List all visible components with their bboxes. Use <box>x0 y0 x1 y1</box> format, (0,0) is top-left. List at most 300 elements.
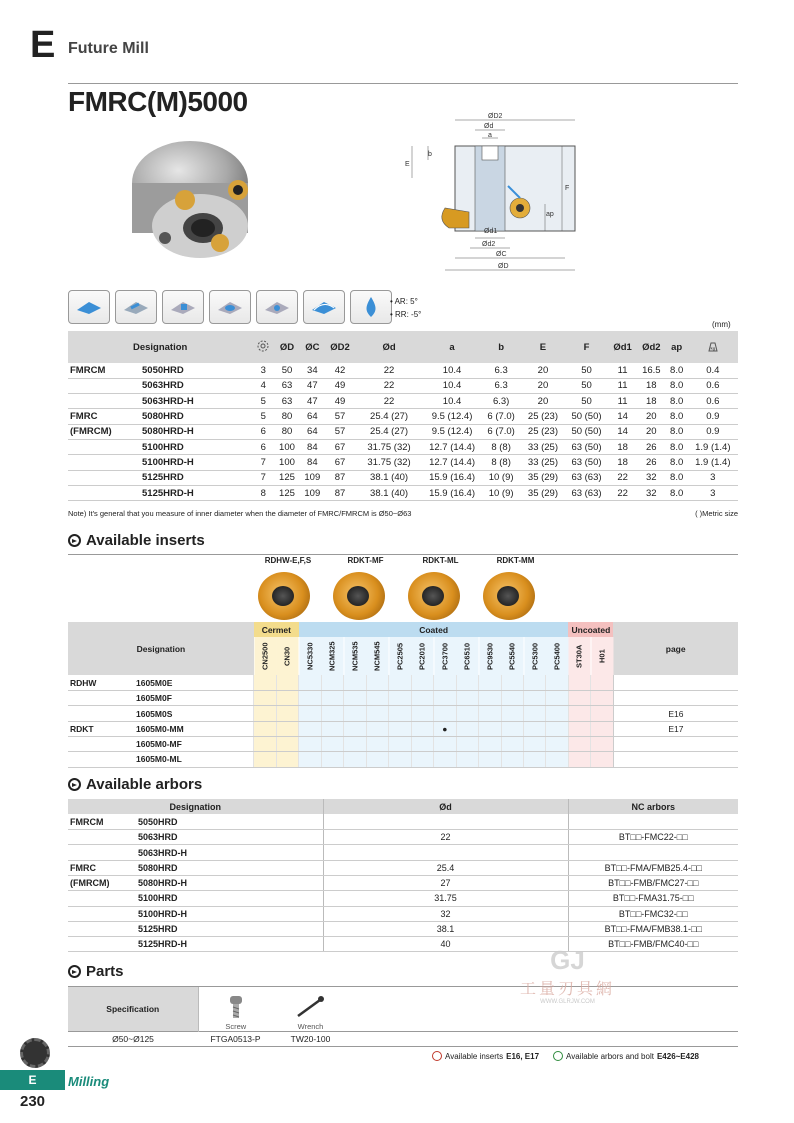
grade-cell <box>568 752 590 767</box>
grade-cell <box>524 752 546 767</box>
grade-cell <box>299 736 321 751</box>
radial-rake-angle: • RR: -5° <box>390 310 422 319</box>
grade-cell <box>254 721 276 736</box>
insert-type-mm: RDKT-MM <box>496 556 535 565</box>
page-cell: E17 <box>613 721 738 736</box>
grade-header: NC5330 <box>299 637 321 675</box>
parts-title: Parts <box>86 963 124 980</box>
grade-cell <box>524 675 546 690</box>
page-number: 230 <box>20 1093 46 1110</box>
table-cell: 6.3 <box>481 363 521 378</box>
grade-cell <box>456 706 478 721</box>
table-row <box>68 752 738 767</box>
contour-milling-icon <box>303 290 345 324</box>
grade-header: CN30 <box>276 637 298 675</box>
inserts-heading <box>68 532 205 549</box>
table-cell: 84 <box>300 455 325 470</box>
table-cell: 0.6 <box>688 394 738 409</box>
table-cell: 38.1 (40) <box>355 470 423 485</box>
grade-cell <box>321 736 343 751</box>
grade-cell <box>501 721 523 736</box>
coolant-icon <box>350 290 392 324</box>
grade-cell <box>501 736 523 751</box>
table-cell: 8.0 <box>666 439 688 454</box>
table-cell: 26 <box>637 439 666 454</box>
grade-cell <box>344 721 366 736</box>
col-C: ØC <box>305 341 320 353</box>
table-cell: 5125HRD-H <box>136 937 323 952</box>
table-cell: BT□□-FMB/FMC40-□□ <box>568 937 738 952</box>
grade-cell <box>591 675 613 690</box>
table-cell: 9.5 (12.4) <box>423 424 481 439</box>
unit-label: (mm) <box>712 320 731 329</box>
axial-rake-angle: • AR: 5° <box>390 297 418 306</box>
section-name: Future Mill <box>68 40 149 57</box>
page-cell <box>613 691 738 706</box>
table-cell <box>568 814 738 829</box>
grade-header: H01 <box>591 637 613 675</box>
table-row <box>68 736 738 751</box>
parts-screw-value: FTGA0513-P <box>210 1033 261 1044</box>
table-cell: 15.9 (16.4) <box>423 485 481 500</box>
grade-cell <box>389 721 411 736</box>
table-cell: 0.9 <box>688 409 738 424</box>
table-cell: 50 (50) <box>565 409 609 424</box>
grade-cell <box>344 752 366 767</box>
grade-cell <box>389 706 411 721</box>
shoulder-milling-icon <box>162 290 204 324</box>
table-cell: BT□□-FMC32-□□ <box>568 906 738 921</box>
table-cell: 8.0 <box>666 378 688 393</box>
label-d: Ød <box>484 123 494 130</box>
table-cell: 6 <box>252 424 274 439</box>
insert-code: 1605M0F <box>136 693 172 704</box>
grade-cell <box>276 675 298 690</box>
table-cell: 50 <box>274 363 299 378</box>
grade-cell <box>254 736 276 751</box>
table-cell: 5125HRD <box>136 921 323 936</box>
footer-category: Milling <box>68 1074 110 1089</box>
insert-code: 1605M0-MM <box>136 723 184 734</box>
grade-cell <box>568 721 590 736</box>
table-cell: 100 <box>274 439 299 454</box>
col-D2: ØD2 <box>330 341 350 353</box>
grade-cell <box>276 691 298 706</box>
table-cell: 8.0 <box>666 363 688 378</box>
table-cell: 3 <box>252 363 274 378</box>
table-row <box>68 394 738 409</box>
table-row <box>68 891 738 906</box>
col-E: E <box>539 341 547 353</box>
arbors-table <box>68 799 738 952</box>
table-cell: 25.4 (27) <box>355 424 423 439</box>
grade-header: NCM545 <box>366 637 388 675</box>
link-inserts[interactable]: Available inserts E16, E17 <box>432 1051 539 1061</box>
grade-cell <box>568 706 590 721</box>
grade-cell <box>524 736 546 751</box>
insert-code: 1605M0S <box>136 708 173 719</box>
grade-cell <box>366 706 388 721</box>
table-cell <box>68 906 136 921</box>
table-row <box>68 470 738 485</box>
table-cell: 1.9 (1.4) <box>688 439 738 454</box>
table-cell: 5080HRD-H <box>136 875 323 890</box>
grade-cell <box>389 691 411 706</box>
table-cell: 8.0 <box>666 394 688 409</box>
table-cell: 15.9 (16.4) <box>423 470 481 485</box>
table-cell: FMRC <box>68 860 136 875</box>
parts-wrench-value: TW20-100 <box>290 1033 331 1044</box>
inserts-table <box>68 622 738 768</box>
col-F: F <box>583 341 590 353</box>
grade-cell <box>276 706 298 721</box>
insert-designation <box>68 691 254 706</box>
group-uncoated: Uncoated <box>568 622 613 637</box>
grade-header: PC9530 <box>479 637 501 675</box>
table-cell: 64 <box>300 424 325 439</box>
table-cell <box>68 937 136 952</box>
table-cell: (FMRCM) <box>68 875 136 890</box>
table-cell: 11 <box>608 394 637 409</box>
table-cell: 67 <box>325 455 355 470</box>
table-cell <box>68 830 136 845</box>
grade-cell <box>254 752 276 767</box>
table-cell: 3 <box>688 470 738 485</box>
table-cell: 35 (29) <box>521 470 565 485</box>
insert-designation <box>68 736 254 751</box>
grade-cell <box>366 675 388 690</box>
grade-cell <box>321 706 343 721</box>
grade-cell <box>366 752 388 767</box>
table-row <box>68 721 738 736</box>
label-D2: ØD2 <box>488 113 503 120</box>
label-a: a <box>488 132 492 139</box>
arrow-circle-icon <box>68 965 81 978</box>
product-photo <box>125 128 260 263</box>
grade-cell <box>501 706 523 721</box>
table-cell: BT□□-FMA31.75-□□ <box>568 891 738 906</box>
arbors-title: Available arbors <box>86 776 203 793</box>
table-cell: 5050HRD <box>136 814 323 829</box>
grade-cell <box>546 752 568 767</box>
watermark-cn: 工量刃具網 <box>520 981 616 998</box>
insert-image-mf <box>333 572 385 620</box>
table-cell: 12.7 (14.4) <box>423 439 481 454</box>
table-cell: 32 <box>323 906 568 921</box>
metric-note: ( )Metric size <box>695 509 738 519</box>
table-cell: 14 <box>608 424 637 439</box>
table-cell: 125 <box>274 470 299 485</box>
table-cell: 11 <box>608 378 637 393</box>
grade-cell <box>546 721 568 736</box>
grade-cell <box>546 706 568 721</box>
table-cell: 40 <box>323 937 568 952</box>
table-cell: 5100HRD <box>136 891 323 906</box>
parts-heading <box>68 963 124 980</box>
grade-cell <box>321 675 343 690</box>
table-cell: 109 <box>300 485 325 500</box>
grade-cell <box>411 752 433 767</box>
grade-cell <box>389 736 411 751</box>
grade-cell <box>479 691 501 706</box>
table-cell <box>68 378 140 393</box>
grade-header: NCM325 <box>321 637 343 675</box>
section-letter: E <box>30 24 56 66</box>
page-cell: E16 <box>613 706 738 721</box>
table-cell: 20 <box>637 409 666 424</box>
group-coated: Coated <box>299 622 569 637</box>
grade-cell <box>389 675 411 690</box>
table-cell <box>323 814 568 829</box>
table-cell: 8.0 <box>666 409 688 424</box>
table-cell: 22 <box>608 485 637 500</box>
table-cell: 5050HRD <box>140 363 252 378</box>
table-cell <box>68 455 140 470</box>
table-cell <box>68 439 140 454</box>
label-ap: ap <box>546 211 554 218</box>
table-cell: 64 <box>300 409 325 424</box>
link-arbors[interactable]: Available arbors and bolt E426~E428 <box>553 1051 699 1061</box>
table-cell: 25 (23) <box>521 409 565 424</box>
grade-cell <box>344 691 366 706</box>
label-b: b <box>428 151 432 158</box>
page-cell <box>613 752 738 767</box>
technical-drawing <box>400 108 590 278</box>
grade-cell <box>344 675 366 690</box>
table-cell: 87 <box>325 470 355 485</box>
table-cell: 5063HRD <box>136 830 323 845</box>
table-cell: 25.4 (27) <box>355 409 423 424</box>
table-cell: 5080HRD-H <box>140 424 252 439</box>
parts-spec-value: Ø50~Ø125 <box>112 1033 154 1044</box>
table-cell: 5080HRD <box>136 860 323 875</box>
grade-cell <box>366 736 388 751</box>
insert-type: RDHW <box>70 677 97 688</box>
table-cell: 5 <box>252 394 274 409</box>
grade-cell <box>254 675 276 690</box>
grade-header: PC3700 <box>434 637 456 675</box>
grade-cell <box>524 706 546 721</box>
arrow-circle-icon <box>553 1051 563 1061</box>
col-d1: Ød1 <box>613 341 632 353</box>
col-d: Ød <box>382 341 396 353</box>
table-cell: 63 <box>274 394 299 409</box>
table-cell <box>68 921 136 936</box>
watermark-logo: GJ <box>550 945 585 975</box>
table-cell: 18 <box>637 378 666 393</box>
table-cell: 10 (9) <box>481 470 521 485</box>
grade-cell <box>591 736 613 751</box>
table-cell: 80 <box>274 409 299 424</box>
inserts-col-designation: Designation <box>68 622 254 675</box>
grade-cell <box>321 721 343 736</box>
table-cell: 0.4 <box>688 363 738 378</box>
table-cell: 22 <box>355 363 423 378</box>
insert-code: 1605M0-MF <box>136 739 182 750</box>
grade-cell <box>456 675 478 690</box>
table-cell: 5 <box>252 409 274 424</box>
table-cell: 63 (50) <box>565 455 609 470</box>
table-cell: 4 <box>252 378 274 393</box>
grade-header: PC2010 <box>411 637 433 675</box>
table-cell: BT□□-FMA/FMB38.1-□□ <box>568 921 738 936</box>
insert-designation <box>68 752 254 767</box>
pocketing-icon <box>209 290 251 324</box>
ramping-icon <box>256 290 298 324</box>
table-cell <box>68 891 136 906</box>
table-cell: 6 (7.0) <box>481 424 521 439</box>
table-cell: 20 <box>521 363 565 378</box>
page-cell <box>613 736 738 751</box>
screw-label: Screw <box>225 1021 247 1031</box>
table-cell: 49 <box>325 394 355 409</box>
table-cell: 6 (7.0) <box>481 409 521 424</box>
table-cell: 18 <box>637 394 666 409</box>
table-cell: 50 (50) <box>565 424 609 439</box>
table-cell: FMRCM <box>68 363 140 378</box>
table-cell: 5080HRD <box>140 409 252 424</box>
table-cell: 80 <box>274 424 299 439</box>
insert-type: RDKT <box>70 723 94 734</box>
grade-cell <box>299 706 321 721</box>
grade-cell <box>568 736 590 751</box>
inserts-title: Available inserts <box>86 532 205 549</box>
milling-cutter-icon <box>20 1038 50 1068</box>
grade-cell <box>321 691 343 706</box>
grade-cell <box>276 736 298 751</box>
table-cell: 31.75 <box>323 891 568 906</box>
grade-cell <box>254 691 276 706</box>
table-cell: 32 <box>637 470 666 485</box>
table-row <box>68 875 738 890</box>
table-cell: FMRCM <box>68 814 136 829</box>
table-row <box>68 706 738 721</box>
table-cell: 47 <box>300 378 325 393</box>
grade-cell <box>254 706 276 721</box>
table-cell: 16.5 <box>637 363 666 378</box>
table-cell: 35 (29) <box>521 485 565 500</box>
table-cell: 3 <box>688 485 738 500</box>
table-cell: 33 (25) <box>521 439 565 454</box>
table-cell: 26 <box>637 455 666 470</box>
insert-designation <box>68 675 254 690</box>
table-cell: 6.3 <box>481 378 521 393</box>
grade-cell <box>366 691 388 706</box>
label-E: E <box>405 161 410 168</box>
grade-cell <box>591 752 613 767</box>
grade-cell <box>479 736 501 751</box>
grade-cell <box>299 721 321 736</box>
insert-image-rdhw <box>258 572 310 620</box>
table-row <box>68 814 738 829</box>
insert-image-ml <box>408 572 460 620</box>
table-cell: 47 <box>300 394 325 409</box>
table-cell <box>68 394 140 409</box>
table-cell: 100 <box>274 455 299 470</box>
table-row <box>68 860 738 875</box>
table-cell: 8.0 <box>666 485 688 500</box>
table-cell: BT□□-FMC22-□□ <box>568 830 738 845</box>
table-cell: 8.0 <box>666 424 688 439</box>
table-cell: 63 (50) <box>565 439 609 454</box>
application-icons <box>68 290 392 324</box>
table-cell: 8.0 <box>666 455 688 470</box>
table-cell: 0.6 <box>688 378 738 393</box>
table-cell: 50 <box>565 363 609 378</box>
table-cell: 11 <box>608 363 637 378</box>
table-cell: 38.1 <box>323 921 568 936</box>
col-designation: Designation <box>132 341 188 353</box>
table-cell: 22 <box>355 394 423 409</box>
wrench-label: Wrench <box>297 1021 324 1031</box>
grade-header: PC5300 <box>524 637 546 675</box>
table-cell: 22 <box>323 830 568 845</box>
table-cell: 7 <box>252 455 274 470</box>
table-cell <box>68 845 136 860</box>
grade-cell <box>524 691 546 706</box>
insert-type-ml: RDKT-ML <box>422 556 459 565</box>
page-cell <box>613 675 738 690</box>
grade-cell <box>501 752 523 767</box>
table-cell: 5100HRD-H <box>136 906 323 921</box>
table-cell: 8 (8) <box>481 439 521 454</box>
table-cell: 63 <box>274 378 299 393</box>
table-cell: BT□□-FMA/FMB25.4-□□ <box>568 860 738 875</box>
screw-icon <box>224 994 248 1020</box>
arrow-circle-icon <box>68 778 81 791</box>
grade-cell <box>434 752 456 767</box>
table-cell: 25 (23) <box>521 424 565 439</box>
table-cell: 87 <box>325 485 355 500</box>
label-d1: Ød1 <box>484 228 498 235</box>
table-row <box>68 363 738 378</box>
grade-header: NCM535 <box>344 637 366 675</box>
table-row <box>68 906 738 921</box>
grade-cell <box>411 675 433 690</box>
table-cell: 67 <box>325 439 355 454</box>
table-cell: 8 <box>252 485 274 500</box>
grade-cell <box>276 752 298 767</box>
table-cell <box>323 845 568 860</box>
table-row <box>68 830 738 845</box>
arrow-circle-icon <box>432 1051 442 1061</box>
label-C: ØC <box>496 251 507 258</box>
grade-cell <box>299 752 321 767</box>
grade-cell <box>591 721 613 736</box>
grade-cell <box>456 691 478 706</box>
table-cell: 63 (63) <box>565 470 609 485</box>
table-cell: 5125HRD <box>140 470 252 485</box>
table-cell: 5063HRD-H <box>140 394 252 409</box>
table-cell: (FMRCM) <box>68 424 140 439</box>
table-cell: 33 (25) <box>521 455 565 470</box>
table-cell: 10.4 <box>423 378 481 393</box>
face-milling-icon <box>68 290 110 324</box>
page-title: FMRC(M)5000 <box>68 86 248 117</box>
col-weight-icon <box>688 331 738 363</box>
table-cell: 125 <box>274 485 299 500</box>
insert-designation <box>68 706 254 721</box>
table-cell: 109 <box>300 470 325 485</box>
table-cell: 6.3) <box>481 394 521 409</box>
arbor-col-d: Ød <box>323 799 568 814</box>
grade-cell <box>456 736 478 751</box>
table-cell: 10.4 <box>423 394 481 409</box>
table-cell: 5063HRD <box>140 378 252 393</box>
insert-type-mf: RDKT-MF <box>347 556 384 565</box>
table-row <box>68 424 738 439</box>
table-cell <box>68 485 140 500</box>
